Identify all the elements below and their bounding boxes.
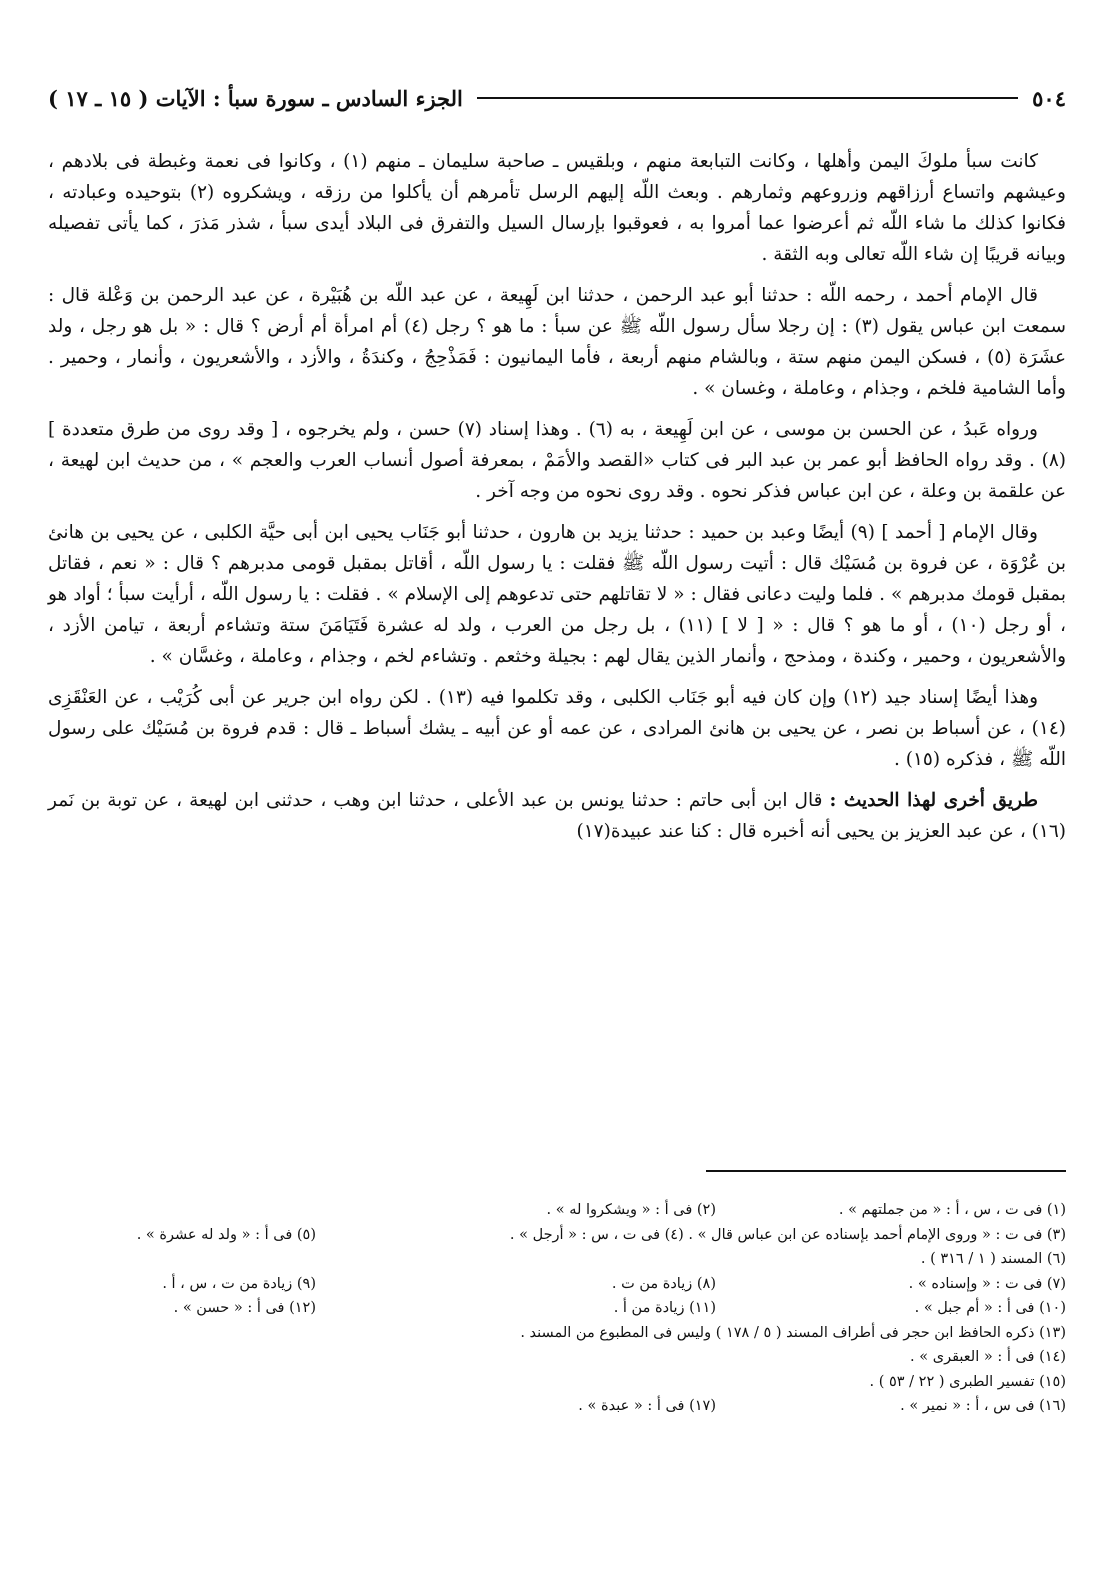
main-text [48, 146, 1066, 847]
footnote: (٩) زيادة من ت ، س ، أ . [162, 1275, 316, 1292]
paragraph: قال الإمام أحمد ، رحمه اللّه : حدثنا أبو عبد الرحمن ، حدثنا ابن لَهِيعة ، عن عبد اللّه بن هُبَيْرة ، عن عبد الرحمن بن وَعْلة قال : سمعت ابن عباس يقول (٣) : إن رجلا سأل رسول اللّه ﷺ عن سبأ : ما هو ؟ رجل (٤) أم امرأة أم أرض ؟ قال : « بل هو رجل ، ولد عشَرَة (٥) ، فسكن اليمن منهم ستة ، وبالشام منهم أربعة ، فأما اليمانيون : فَمَذْحِجُ ، وكندَةُ ، والأزد ، والأشعريون ، وأنمار ، وحمير . وأما الشامية فلخم ، وجذام ، وعاملة ، وغسان » . [48, 285, 1066, 399]
paragraph: وهذا أيضًا إسناد جيد (١٢) وإن كان فيه أبو جَنَاب الكلبى ، وقد تكلموا فيه (١٣) . لكن رواه ابن جرير عن أبى كُرَيْب ، عن العَنْقَزِى (١٤) ، عن أسباط بن نصر ، عن يحيى بن هانئ المرادى ، عن عمه أو عن أبيه ـ يشك أسباط ـ قال : قدم فروة بن مُسَيْك على رسول اللّه ﷺ ، فذكره (١٥) . [48, 687, 1066, 770]
footnote: (٥) فى أ : « ولد له عشرة » . [136, 1226, 316, 1243]
footnote: (١١) زيادة من أ . [613, 1300, 716, 1316]
footnotes [48, 1198, 1066, 1419]
footnote-row [48, 1247, 1066, 1272]
footnote-divider [706, 1170, 1066, 1172]
footnote-row [48, 1296, 1066, 1321]
paragraph: كانت سبأ ملوكَ اليمن وأهلها ، وكانت التبابعة منهم ، وبلقيس ـ صاحبة سليمان ـ منهم (١) ، وكانوا فى نعمة وغبطة فى بلادهم ، وعيشهم واتساع أرزاقهم وزروعهم وثمارهم . وبعث اللّه إليهم الرسل تأمرهم أن يأكلوا من رزقه ، ويشكروه (٢) بتوحيده وعبادته ، فكانوا كذلك ما شاء اللّه ثم أعرضوا عما أمروا به ، فعوقبوا بإرسال السيل والتفرق فى البلاد أيدى سبأ ، شذر مَذرَ ، كما يأتى تفصيله وبيانه قريبًا إن شاء اللّه تعالى وبه الثقة . [48, 151, 1066, 265]
paragraph: وقال الإمام [ أحمد ] (٩) أيضًا وعبد بن حميد : حدثنا يزيد بن هارون ، حدثنا أبو جَنَاب يحيى ابن أبى حيَّة الكلبى ، عن يحيى بن هانئ بن عُرْوَة ، عن فروة بن مُسَيْك قال : أتيت رسول اللّه ﷺ فقلت : يا رسول اللّه ، أقاتل بمقبل قومى مدبرهم ؟ قال : « نعم ، فقاتل بمقبل قومك مدبرهم » . فلما وليت دعانى فقال : « لا تقاتلهم حتى تدعوهم إلى الإسلام » . فقلت : يا رسول اللّه ، أرأيت سبأ ؛ أواد هو ، أو رجل (١٠) ، أو ما هو ؟ قال : « [ لا ] (١١) ، بل رجل من العرب ، ولد له عشرة فَتَيَامَنَ ستة وتشاءم أربعة ، تيامن الأزد ، والأشعريون ، وحمير ، وكندة ، ومذحج ، وأنمار الذين يقال لهم : بجيلة وخثعم . وتشاءم لخم ، وجذام ، وعاملة ، وغسَّان » . [48, 522, 1066, 667]
footnote-row [48, 1394, 1066, 1419]
footnote: (١٢) فى أ : « حسن » . [173, 1300, 316, 1316]
footnote: (١) فى ت ، س ، أ : « من جملتهم » . [838, 1202, 1066, 1218]
footnote-row [48, 1370, 1066, 1395]
footnote: (٢) فى أ : « ويشكروا له » . [546, 1202, 716, 1218]
footnote: (١٥) تفسير الطبرى ( ٢٢ / ٥٣ ) . [869, 1373, 1066, 1390]
footnote: (١٠) فى أ : « أم جبل » . [914, 1300, 1066, 1316]
header-rule [477, 97, 1018, 99]
footnote-row [48, 1198, 1066, 1223]
footnote: (٣) فى ت : « وروى الإمام أحمد بإسناده عن ابن عباس قال » . (٤) فى ت ، س : « أرجل » . [509, 1226, 1066, 1243]
footnote: (١٣) ذكره الحافظ ابن حجر فى أطراف المسند ( ٥ / ١٧٨ ) وليس فى المطبوع من المسند . [520, 1324, 1066, 1341]
paragraph-last [48, 785, 1066, 847]
header-title: الجزء السادس ـ سورة سبأ : الآيات ( ١٥ ـ ١٧ ) [48, 85, 463, 111]
paragraph-text: قال ابن أبى حاتم : حدثنا يونس بن عبد الأعلى ، حدثنا ابن وهب ، حدثنى ابن لهيعة ، عن توبة بن نَمر (١٦) ، عن عبد العزيز بن يحيى أنه أخبره قال : كنا عند عبيدة(١٧) [48, 790, 1066, 842]
footnote-row [48, 1223, 1066, 1248]
book-page [48, 78, 1066, 1414]
page-number: ٥٠٤ [1032, 85, 1066, 111]
footnote-row [48, 1345, 1066, 1370]
footnote-row [48, 1272, 1066, 1297]
running-header [48, 78, 1066, 118]
paragraph: ورواه عَبدُ ، عن الحسن بن موسى ، عن ابن لَهِيعة ، به (٦) . وهذا إسناد (٧) حسن ، ولم يخرجوه ، [ وقد روى من طرق متعددة ] (٨) . وقد رواه الحافظ أبو عمر بن عبد البر فى كتاب «القصد والأمَمْ ، بمعرفة أصول أنساب العرب والعجم » ، من حديث ابن لهيعة ، عن علقمة بن وعلة ، عن ابن عباس فذكر نحوه . وقد روى نحوه من وجه آخر . [48, 419, 1066, 502]
footnote-row [48, 1321, 1066, 1346]
footnote: (٨) زيادة من ت . [611, 1275, 716, 1292]
footnote: (١٤) فى أ : « العبقرى » . [910, 1349, 1066, 1365]
section-lead: طريق أخرى لهذا الحديث : [829, 790, 1038, 811]
footnote: (١٧) فى أ : « عبدة » . [578, 1398, 716, 1414]
footnote: (١٦) فى س ، أ : « نمير » . [900, 1398, 1066, 1414]
footnote: (٦) المسند ( ١ / ٣١٦ ) . [920, 1251, 1066, 1267]
footnote: (٧) فى ت : « وإسناده » . [908, 1275, 1066, 1292]
